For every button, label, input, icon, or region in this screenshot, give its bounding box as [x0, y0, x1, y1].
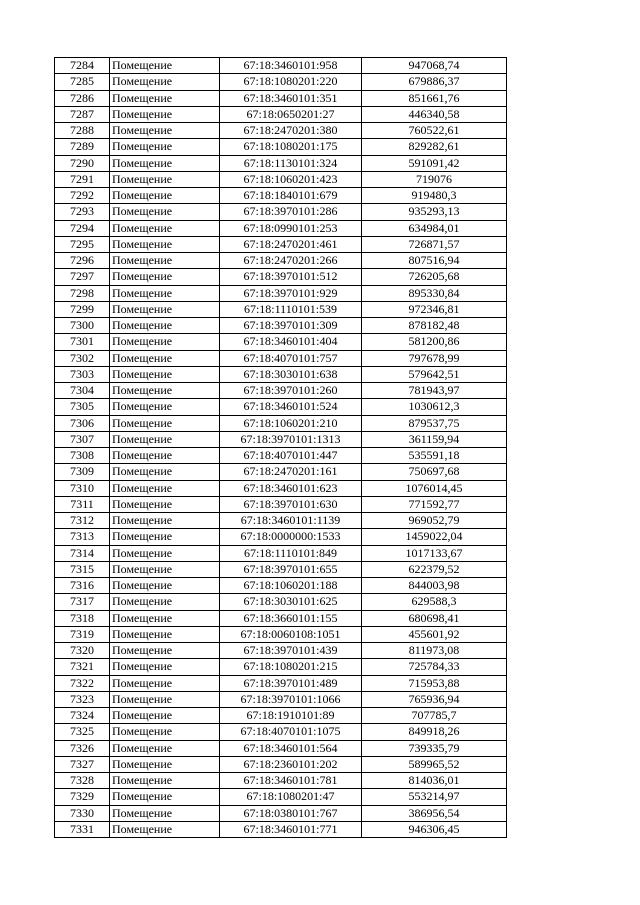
object-type: Помещение [110, 171, 220, 187]
table-row [55, 431, 507, 447]
row-number: 7327 [55, 756, 110, 772]
cadastral-number: 67:18:4070101:1075 [220, 724, 362, 740]
table-row [55, 188, 507, 204]
cadastral-number: 67:18:1060201:210 [220, 415, 362, 431]
cadastral-number: 67:18:3970101:1313 [220, 431, 362, 447]
cadastral-number: 67:18:3460101:1139 [220, 513, 362, 529]
row-number: 7291 [55, 171, 110, 187]
cadastral-number: 67:18:2360101:202 [220, 756, 362, 772]
cadastral-value: 726205,68 [362, 269, 507, 285]
row-number: 7289 [55, 139, 110, 155]
table-row [55, 204, 507, 220]
cadastral-number: 67:18:0060108:1051 [220, 626, 362, 642]
row-number: 7314 [55, 545, 110, 561]
table-row [55, 773, 507, 789]
row-number: 7319 [55, 626, 110, 642]
row-number: 7304 [55, 383, 110, 399]
object-type: Помещение [110, 415, 220, 431]
cadastral-value: 1017133,67 [362, 545, 507, 561]
cadastral-number: 67:18:4070101:447 [220, 448, 362, 464]
table-row [55, 561, 507, 577]
object-type: Помещение [110, 431, 220, 447]
table-row [55, 513, 507, 529]
cadastral-value: 680698,41 [362, 610, 507, 626]
cadastral-number: 67:18:1110101:539 [220, 301, 362, 317]
cadastral-number: 67:18:3460101:351 [220, 90, 362, 106]
table-row [55, 789, 507, 805]
cadastral-number: 67:18:1130101:324 [220, 155, 362, 171]
cadastral-value: 946306,45 [362, 821, 507, 837]
cadastral-number: 67:18:2470201:380 [220, 123, 362, 139]
object-type: Помещение [110, 480, 220, 496]
cadastral-number: 67:18:2470201:161 [220, 464, 362, 480]
object-type: Помещение [110, 610, 220, 626]
table-row [55, 740, 507, 756]
cadastral-value: 1459022,04 [362, 529, 507, 545]
row-number: 7313 [55, 529, 110, 545]
cadastral-number: 67:18:4070101:757 [220, 350, 362, 366]
cadastral-value: 878182,48 [362, 318, 507, 334]
object-type: Помещение [110, 236, 220, 252]
cadastral-number: 67:18:0000000:1533 [220, 529, 362, 545]
cadastral-number: 67:18:1080201:215 [220, 659, 362, 675]
table-row [55, 659, 507, 675]
row-number: 7320 [55, 643, 110, 659]
object-type: Помещение [110, 366, 220, 382]
row-number: 7307 [55, 431, 110, 447]
cadastral-value: 579642,51 [362, 366, 507, 382]
row-number: 7294 [55, 220, 110, 236]
cadastral-value: 455601,92 [362, 626, 507, 642]
cadastral-value: 849918,26 [362, 724, 507, 740]
table-row [55, 236, 507, 252]
cadastral-value: 622379,52 [362, 561, 507, 577]
cadastral-value: 726871,57 [362, 236, 507, 252]
table-row [55, 448, 507, 464]
object-type: Помещение [110, 301, 220, 317]
cadastral-number: 67:18:3030101:638 [220, 366, 362, 382]
table-row [55, 90, 507, 106]
row-number: 7303 [55, 366, 110, 382]
table-row [55, 724, 507, 740]
cadastral-value: 771592,77 [362, 496, 507, 512]
row-number: 7312 [55, 513, 110, 529]
table-row [55, 610, 507, 626]
table-row [55, 269, 507, 285]
cadastral-value: 919480,3 [362, 188, 507, 204]
table-row [55, 480, 507, 496]
row-number: 7284 [55, 58, 110, 74]
cadastral-number: 67:18:3460101:524 [220, 399, 362, 415]
cadastral-number: 67:18:3460101:781 [220, 773, 362, 789]
table-row [55, 626, 507, 642]
cadastral-value: 844003,98 [362, 578, 507, 594]
row-number: 7295 [55, 236, 110, 252]
row-number: 7324 [55, 708, 110, 724]
row-number: 7322 [55, 675, 110, 691]
cadastral-value: 725784,33 [362, 659, 507, 675]
cadastral-value-table [54, 57, 507, 838]
table-row [55, 350, 507, 366]
object-type: Помещение [110, 529, 220, 545]
table-row [55, 464, 507, 480]
cadastral-number: 67:18:1080201:175 [220, 139, 362, 155]
row-number: 7326 [55, 740, 110, 756]
row-number: 7317 [55, 594, 110, 610]
cadastral-number: 67:18:3970101:260 [220, 383, 362, 399]
row-number: 7301 [55, 334, 110, 350]
table-row [55, 643, 507, 659]
cadastral-number: 67:18:3970101:655 [220, 561, 362, 577]
row-number: 7318 [55, 610, 110, 626]
row-number: 7305 [55, 399, 110, 415]
cadastral-value: 969052,79 [362, 513, 507, 529]
table-row [55, 691, 507, 707]
cadastral-value: 589965,52 [362, 756, 507, 772]
row-number: 7310 [55, 480, 110, 496]
cadastral-value: 811973,08 [362, 643, 507, 659]
object-type: Помещение [110, 123, 220, 139]
row-number: 7286 [55, 90, 110, 106]
table-row [55, 708, 507, 724]
object-type: Помещение [110, 285, 220, 301]
cadastral-value: 707785,7 [362, 708, 507, 724]
cadastral-value: 851661,76 [362, 90, 507, 106]
object-type: Помещение [110, 643, 220, 659]
table-row [55, 415, 507, 431]
row-number: 7299 [55, 301, 110, 317]
object-type: Помещение [110, 513, 220, 529]
cadastral-value: 386956,54 [362, 805, 507, 821]
table-row [55, 318, 507, 334]
row-number: 7331 [55, 821, 110, 837]
cadastral-number: 67:18:1080201:47 [220, 789, 362, 805]
table-row [55, 220, 507, 236]
table-row [55, 366, 507, 382]
object-type: Помещение [110, 659, 220, 675]
cadastral-value: 781943,97 [362, 383, 507, 399]
object-type: Помещение [110, 821, 220, 837]
object-type: Помещение [110, 106, 220, 122]
cadastral-number: 67:18:2470201:461 [220, 236, 362, 252]
cadastral-number: 67:18:0650201:27 [220, 106, 362, 122]
cadastral-number: 67:18:2470201:266 [220, 253, 362, 269]
cadastral-number: 67:18:3970101:439 [220, 643, 362, 659]
cadastral-number: 67:18:3970101:309 [220, 318, 362, 334]
table-row [55, 74, 507, 90]
cadastral-value: 739335,79 [362, 740, 507, 756]
cadastral-number: 67:18:3660101:155 [220, 610, 362, 626]
row-number: 7288 [55, 123, 110, 139]
object-type: Помещение [110, 334, 220, 350]
object-type: Помещение [110, 805, 220, 821]
row-number: 7296 [55, 253, 110, 269]
row-number: 7330 [55, 805, 110, 821]
cadastral-value: 829282,61 [362, 139, 507, 155]
object-type: Помещение [110, 464, 220, 480]
cadastral-number: 67:18:3460101:958 [220, 58, 362, 74]
object-type: Помещение [110, 561, 220, 577]
cadastral-number: 67:18:1060201:188 [220, 578, 362, 594]
cadastral-value: 972346,81 [362, 301, 507, 317]
object-type: Помещение [110, 773, 220, 789]
cadastral-value: 760522,61 [362, 123, 507, 139]
table-row [55, 171, 507, 187]
cadastral-value: 814036,01 [362, 773, 507, 789]
table-row [55, 301, 507, 317]
object-type: Помещение [110, 496, 220, 512]
object-type: Помещение [110, 253, 220, 269]
cadastral-value: 807516,94 [362, 253, 507, 269]
cadastral-value: 535591,18 [362, 448, 507, 464]
row-number: 7325 [55, 724, 110, 740]
object-type: Помещение [110, 448, 220, 464]
row-number: 7321 [55, 659, 110, 675]
object-type: Помещение [110, 74, 220, 90]
table-row [55, 58, 507, 74]
object-type: Помещение [110, 789, 220, 805]
row-number: 7292 [55, 188, 110, 204]
cadastral-number: 67:18:0990101:253 [220, 220, 362, 236]
cadastral-value: 719076 [362, 171, 507, 187]
object-type: Помещение [110, 691, 220, 707]
table-body [55, 58, 507, 838]
table-row [55, 805, 507, 821]
cadastral-value: 553214,97 [362, 789, 507, 805]
row-number: 7302 [55, 350, 110, 366]
object-type: Помещение [110, 269, 220, 285]
object-type: Помещение [110, 204, 220, 220]
table-row [55, 399, 507, 415]
row-number: 7323 [55, 691, 110, 707]
cadastral-value: 361159,94 [362, 431, 507, 447]
cadastral-number: 67:18:3460101:623 [220, 480, 362, 496]
cadastral-value: 895330,84 [362, 285, 507, 301]
object-type: Помещение [110, 220, 220, 236]
row-number: 7316 [55, 578, 110, 594]
object-type: Помещение [110, 318, 220, 334]
cadastral-value: 1076014,45 [362, 480, 507, 496]
object-type: Помещение [110, 740, 220, 756]
row-number: 7306 [55, 415, 110, 431]
table-row [55, 285, 507, 301]
cadastral-value: 797678,99 [362, 350, 507, 366]
cadastral-value: 879537,75 [362, 415, 507, 431]
table-row [55, 253, 507, 269]
row-number: 7308 [55, 448, 110, 464]
cadastral-number: 67:18:3460101:771 [220, 821, 362, 837]
table-row [55, 529, 507, 545]
table-row [55, 106, 507, 122]
cadastral-number: 67:18:1110101:849 [220, 545, 362, 561]
cadastral-number: 67:18:3970101:489 [220, 675, 362, 691]
cadastral-value: 715953,88 [362, 675, 507, 691]
object-type: Помещение [110, 399, 220, 415]
table-row [55, 139, 507, 155]
object-type: Помещение [110, 155, 220, 171]
object-type: Помещение [110, 383, 220, 399]
cadastral-value: 935293,13 [362, 204, 507, 220]
object-type: Помещение [110, 139, 220, 155]
cadastral-number: 67:18:3030101:625 [220, 594, 362, 610]
cadastral-number: 67:18:1840101:679 [220, 188, 362, 204]
cadastral-number: 67:18:3970101:1066 [220, 691, 362, 707]
row-number: 7293 [55, 204, 110, 220]
object-type: Помещение [110, 708, 220, 724]
table-row [55, 594, 507, 610]
object-type: Помещение [110, 756, 220, 772]
row-number: 7297 [55, 269, 110, 285]
row-number: 7315 [55, 561, 110, 577]
cadastral-value: 765936,94 [362, 691, 507, 707]
cadastral-number: 67:18:1910101:89 [220, 708, 362, 724]
cadastral-value: 1030612,3 [362, 399, 507, 415]
table-row [55, 578, 507, 594]
cadastral-number: 67:18:0380101:767 [220, 805, 362, 821]
row-number: 7298 [55, 285, 110, 301]
table-row [55, 155, 507, 171]
cadastral-number: 67:18:3460101:564 [220, 740, 362, 756]
table-row [55, 496, 507, 512]
table-row [55, 675, 507, 691]
cadastral-value: 679886,37 [362, 74, 507, 90]
cadastral-number: 67:18:1060201:423 [220, 171, 362, 187]
cadastral-value: 629588,3 [362, 594, 507, 610]
object-type: Помещение [110, 675, 220, 691]
cadastral-number: 67:18:3970101:512 [220, 269, 362, 285]
cadastral-number: 67:18:3970101:286 [220, 204, 362, 220]
cadastral-value: 446340,58 [362, 106, 507, 122]
object-type: Помещение [110, 350, 220, 366]
object-type: Помещение [110, 188, 220, 204]
cadastral-value: 581200,86 [362, 334, 507, 350]
cadastral-value: 750697,68 [362, 464, 507, 480]
row-number: 7285 [55, 74, 110, 90]
cadastral-number: 67:18:1080201:220 [220, 74, 362, 90]
object-type: Помещение [110, 545, 220, 561]
object-type: Помещение [110, 578, 220, 594]
object-type: Помещение [110, 594, 220, 610]
table-row [55, 545, 507, 561]
cadastral-value: 591091,42 [362, 155, 507, 171]
cadastral-number: 67:18:3970101:630 [220, 496, 362, 512]
table-row [55, 821, 507, 837]
object-type: Помещение [110, 58, 220, 74]
cadastral-number: 67:18:3970101:929 [220, 285, 362, 301]
row-number: 7290 [55, 155, 110, 171]
object-type: Помещение [110, 90, 220, 106]
row-number: 7309 [55, 464, 110, 480]
row-number: 7287 [55, 106, 110, 122]
object-type: Помещение [110, 724, 220, 740]
table-row [55, 383, 507, 399]
cadastral-value: 947068,74 [362, 58, 507, 74]
object-type: Помещение [110, 626, 220, 642]
table-row [55, 123, 507, 139]
table-row [55, 334, 507, 350]
cadastral-value: 634984,01 [362, 220, 507, 236]
row-number: 7300 [55, 318, 110, 334]
cadastral-number: 67:18:3460101:404 [220, 334, 362, 350]
row-number: 7311 [55, 496, 110, 512]
row-number: 7329 [55, 789, 110, 805]
document-page [54, 57, 506, 838]
table-row [55, 756, 507, 772]
row-number: 7328 [55, 773, 110, 789]
